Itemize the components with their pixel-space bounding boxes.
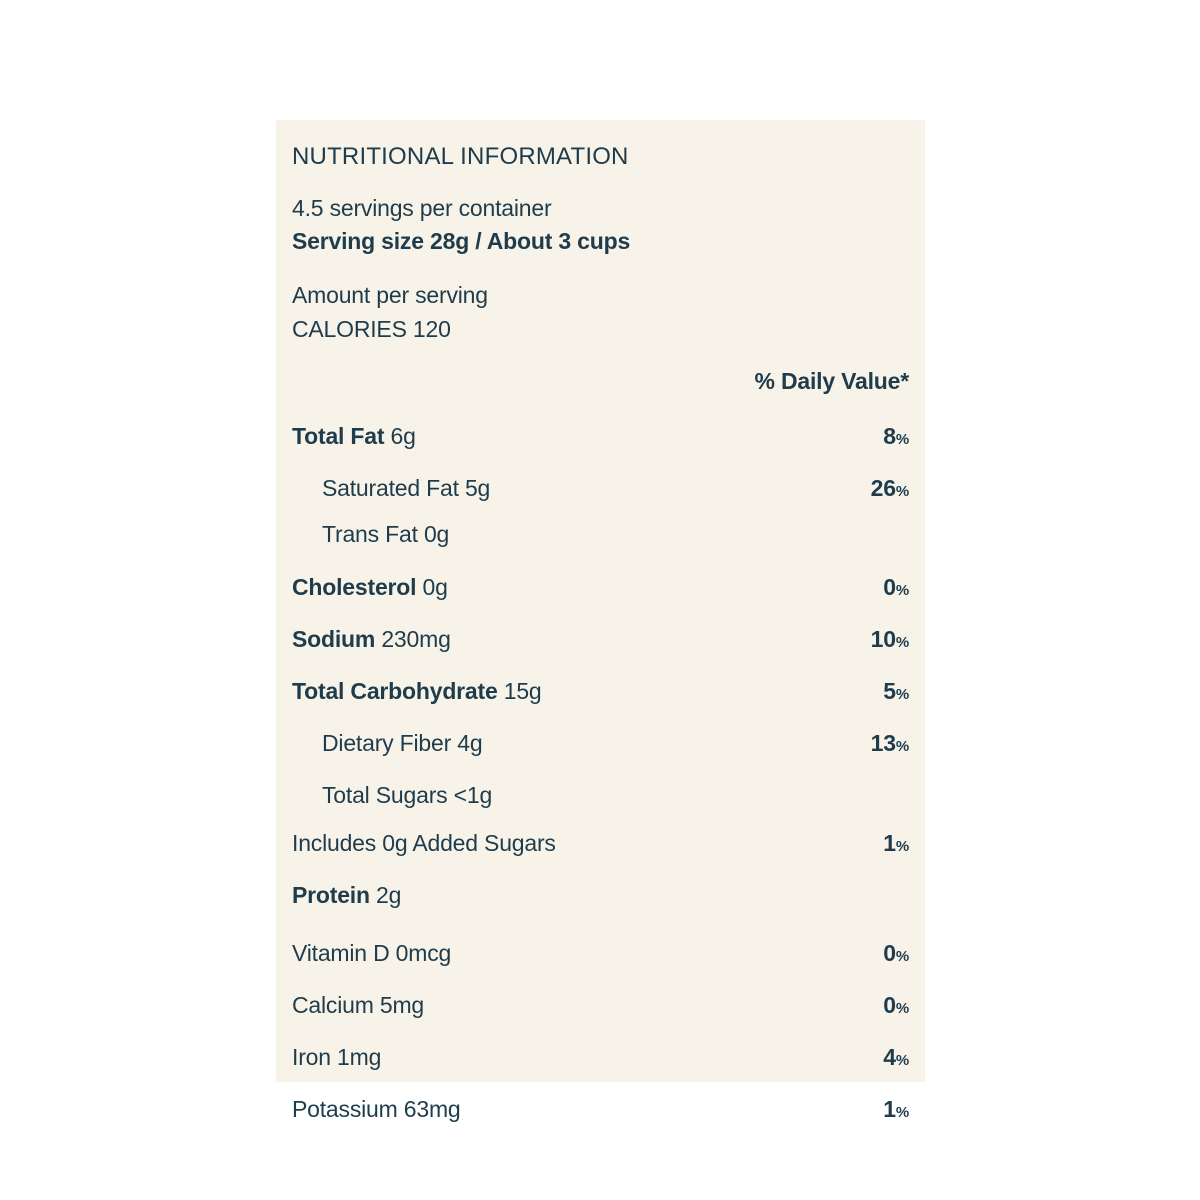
percent-sign: % bbox=[895, 686, 909, 703]
nutrient-label: Total Carbohydrate 15g bbox=[292, 678, 542, 704]
serving-info-block bbox=[292, 192, 909, 258]
daily-value: 0% bbox=[883, 574, 909, 600]
daily-value: 1% bbox=[883, 830, 909, 856]
nutrient-label: Total Fat 6g bbox=[292, 423, 416, 449]
nutrient-row bbox=[292, 993, 909, 1021]
nutrient-label: Saturated Fat 5g bbox=[322, 475, 491, 501]
panel-title: NUTRITIONAL INFORMATION bbox=[292, 143, 629, 170]
nutrient-row bbox=[292, 831, 909, 859]
nutrient-row bbox=[292, 679, 909, 707]
nutrient-label: Includes 0g Added Sugars bbox=[292, 830, 556, 856]
nutrient-row bbox=[292, 731, 909, 759]
nutrient-label: Potassium 63mg bbox=[292, 1096, 461, 1122]
percent-sign: % bbox=[895, 738, 909, 755]
nutrient-row bbox=[292, 783, 909, 807]
nutrient-label: Dietary Fiber 4g bbox=[322, 730, 483, 756]
daily-value-header: % Daily Value* bbox=[754, 368, 909, 394]
nutrition-panel bbox=[276, 120, 925, 1122]
nutrient-label: Iron 1mg bbox=[292, 1044, 382, 1070]
percent-sign: % bbox=[895, 431, 909, 448]
percent-sign: % bbox=[895, 483, 909, 500]
daily-value: 5% bbox=[883, 678, 909, 704]
percent-sign: % bbox=[895, 634, 909, 651]
nutrient-label: Trans Fat 0g bbox=[322, 521, 450, 547]
nutrient-row bbox=[292, 941, 909, 969]
calories-line: CALORIES 120 bbox=[292, 316, 451, 342]
nutrient-row bbox=[292, 627, 909, 655]
percent-sign: % bbox=[895, 1000, 909, 1017]
percent-sign: % bbox=[895, 948, 909, 965]
daily-value: 26% bbox=[870, 475, 909, 501]
percent-sign: % bbox=[895, 838, 909, 855]
nutrient-label: Cholesterol 0g bbox=[292, 574, 448, 600]
nutrient-label: Calcium 5mg bbox=[292, 992, 425, 1018]
amount-per-serving-label: Amount per serving bbox=[292, 282, 488, 308]
nutrient-label: Vitamin D 0mcg bbox=[292, 940, 452, 966]
nutrient-row bbox=[292, 424, 909, 452]
percent-sign: % bbox=[895, 582, 909, 599]
daily-value: 10% bbox=[870, 626, 909, 652]
daily-value: 0% bbox=[883, 940, 909, 966]
nutrient-label: Sodium 230mg bbox=[292, 626, 451, 652]
daily-value: 1% bbox=[883, 1096, 909, 1122]
nutrient-row bbox=[292, 522, 909, 546]
percent-sign: % bbox=[895, 1052, 909, 1069]
daily-value: 8% bbox=[883, 423, 909, 449]
amount-per-serving-block bbox=[292, 278, 909, 346]
nutrient-row bbox=[292, 883, 909, 907]
percent-sign: % bbox=[895, 1104, 909, 1121]
nutrient-rows bbox=[292, 424, 909, 1125]
nutrient-row bbox=[292, 575, 909, 603]
nutrient-row bbox=[292, 1097, 909, 1125]
daily-value: 0% bbox=[883, 992, 909, 1018]
nutrient-label: Total Sugars <1g bbox=[322, 782, 493, 808]
daily-value: 13% bbox=[870, 730, 909, 756]
nutrient-row bbox=[292, 1045, 909, 1073]
daily-value: 4% bbox=[883, 1044, 909, 1070]
servings-per-container: 4.5 servings per container bbox=[292, 195, 552, 221]
nutrient-label: Protein 2g bbox=[292, 882, 402, 908]
nutrient-row bbox=[292, 476, 909, 504]
serving-size: Serving size 28g / About 3 cups bbox=[292, 228, 631, 254]
